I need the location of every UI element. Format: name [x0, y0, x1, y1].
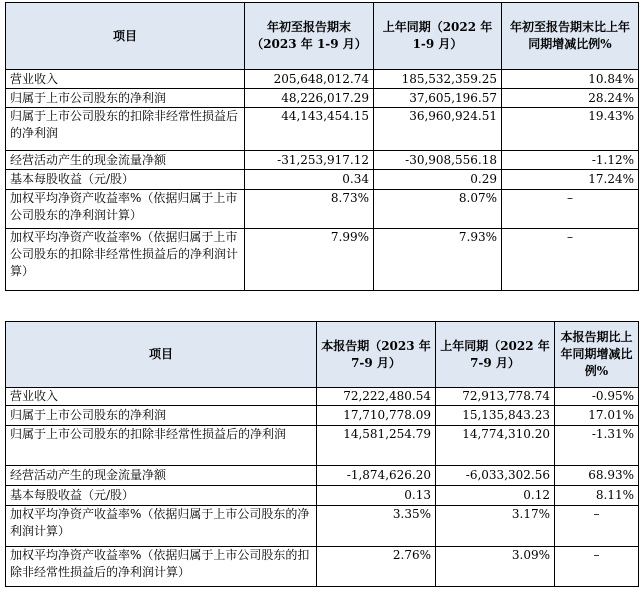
- current-value: 14,581,254.79: [317, 426, 436, 466]
- current-value: 205,648,012.74: [245, 70, 374, 89]
- current-value: -31,253,917.12: [245, 151, 374, 170]
- prior-value: -6,033,302.56: [436, 466, 555, 486]
- header-change-pct: 本报告期比上年同期增减比例%: [555, 322, 639, 388]
- change-value: 17.01%: [555, 406, 639, 426]
- change-value: -1.12%: [502, 151, 639, 170]
- row-label: 归属于上市公司股东的扣除非经常性损益后的净利润: [6, 108, 245, 151]
- row-label: 经营活动产生的现金流量净额: [6, 466, 317, 486]
- prior-value: 8.07%: [374, 190, 502, 229]
- prior-value: 72,913,778.74: [436, 388, 555, 406]
- header-current-period: 年初至报告期末（2023 年 1-9 月）: [245, 3, 374, 70]
- prior-value: -30,908,556.18: [374, 151, 502, 170]
- prior-value: 0.29: [374, 170, 502, 190]
- table-header-row: [6, 322, 639, 388]
- change-value: –: [502, 190, 639, 229]
- row-label: 加权平均净资产收益率%（依据归属于上市公司股东的扣除非经常性损益后的净利润计算）: [6, 547, 317, 587]
- current-value: 44,143,454.15: [245, 108, 374, 151]
- change-value: –: [555, 506, 639, 547]
- row-label: 归属于上市公司股东的扣除非经常性损益后的净利润: [6, 426, 317, 466]
- header-prior-period: 上年同期（2022 年 1-9 月）: [374, 3, 502, 70]
- change-value: –: [555, 547, 639, 587]
- current-value: 0.13: [317, 486, 436, 506]
- table-row: [6, 70, 639, 89]
- table-row: [6, 151, 639, 170]
- table-row: [6, 466, 639, 486]
- row-label: 加权平均净资产收益率%（依据归属于上市公司股东的扣除非经常性损益后的净利润计算）: [6, 229, 245, 291]
- prior-value: 15,135,843.23: [436, 406, 555, 426]
- ytd-financial-table: [5, 2, 639, 291]
- row-label: 营业收入: [6, 70, 245, 89]
- header-item: 项目: [6, 3, 245, 70]
- prior-value: 7.93%: [374, 229, 502, 291]
- row-label: 加权平均净资产收益率%（依据归属于上市公司股东的净利润计算）: [6, 190, 245, 229]
- row-label: 营业收入: [6, 388, 317, 406]
- row-label: 基本每股收益（元/股）: [6, 486, 317, 506]
- row-label: 加权平均净资产收益率%（依据归属于上市公司股东的净利润计算）: [6, 506, 317, 547]
- table-row: [6, 108, 639, 151]
- change-value: -1.31%: [555, 426, 639, 466]
- row-label: 基本每股收益（元/股）: [6, 170, 245, 190]
- header-current-period: 本报告期（2023 年 7-9 月）: [317, 322, 436, 388]
- current-value: 7.99%: [245, 229, 374, 291]
- table-row: [6, 547, 639, 587]
- current-value: -1,874,626.20: [317, 466, 436, 486]
- change-value: 17.24%: [502, 170, 639, 190]
- current-value: 3.35%: [317, 506, 436, 547]
- row-label: 经营活动产生的现金流量净额: [6, 151, 245, 170]
- change-value: -0.95%: [555, 388, 639, 406]
- current-value: 0.34: [245, 170, 374, 190]
- row-label: 归属于上市公司股东的净利润: [6, 89, 245, 108]
- prior-value: 14,774,310.20: [436, 426, 555, 466]
- current-value: 17,710,778.09: [317, 406, 436, 426]
- table-row: [6, 89, 639, 108]
- header-prior-period: 上年同期（2022 年 7-9 月）: [436, 322, 555, 388]
- change-value: 10.84%: [502, 70, 639, 89]
- change-value: 8.11%: [555, 486, 639, 506]
- current-value: 8.73%: [245, 190, 374, 229]
- table-row: [6, 406, 639, 426]
- table-row: [6, 229, 639, 291]
- prior-value: 0.12: [436, 486, 555, 506]
- table-row: [6, 506, 639, 547]
- change-value: 68.93%: [555, 466, 639, 486]
- header-item: 项目: [6, 322, 317, 388]
- current-value: 48,226,017.29: [245, 89, 374, 108]
- table-row: [6, 486, 639, 506]
- current-value: 72,222,480.54: [317, 388, 436, 406]
- header-change-pct: 年初至报告期末比上年同期增减比例%: [502, 3, 639, 70]
- prior-value: 185,532,359.25: [374, 70, 502, 89]
- prior-value: 3.09%: [436, 547, 555, 587]
- quarter-financial-table: [5, 321, 639, 587]
- change-value: 28.24%: [502, 89, 639, 108]
- table-row: [6, 388, 639, 406]
- prior-value: 3.17%: [436, 506, 555, 547]
- current-value: 2.76%: [317, 547, 436, 587]
- change-value: 19.43%: [502, 108, 639, 151]
- row-label: 归属于上市公司股东的净利润: [6, 406, 317, 426]
- change-value: –: [502, 229, 639, 291]
- prior-value: 36,960,924.51: [374, 108, 502, 151]
- table-row: [6, 170, 639, 190]
- table-row: [6, 190, 639, 229]
- table-header-row: [6, 3, 639, 70]
- table-row: [6, 426, 639, 466]
- prior-value: 37,605,196.57: [374, 89, 502, 108]
